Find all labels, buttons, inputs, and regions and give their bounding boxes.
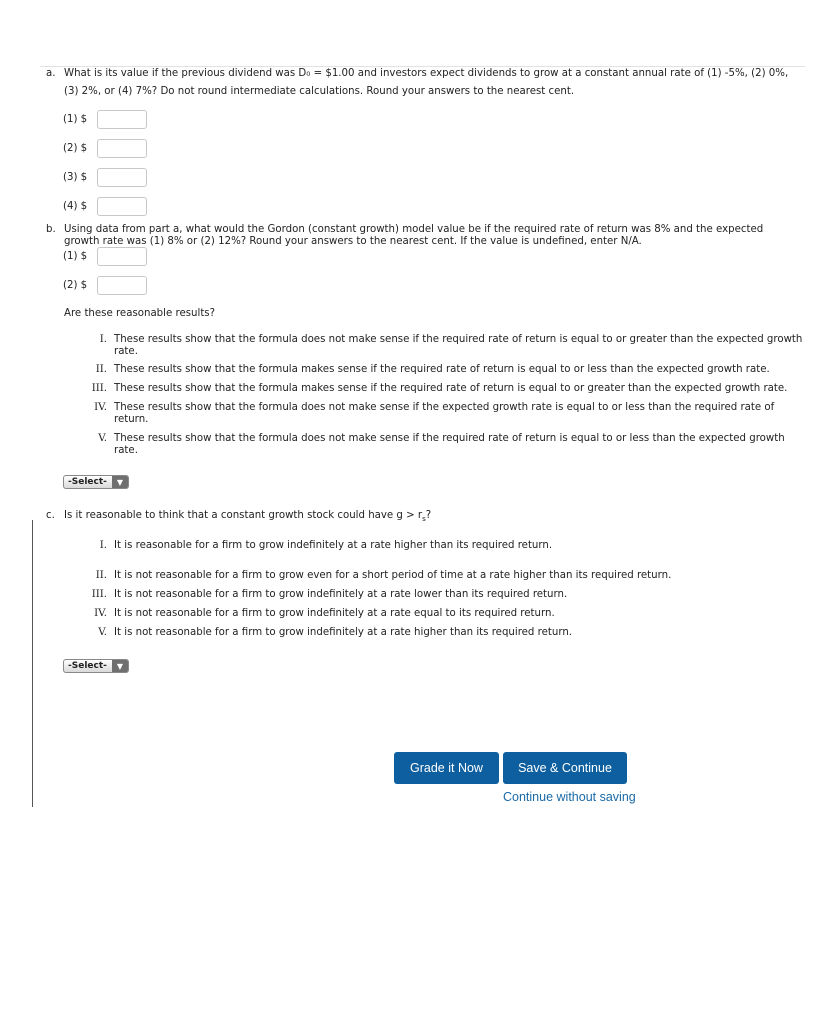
part-c-select-dropdown[interactable]	[63, 659, 129, 673]
part-b-option-5-number: V.	[98, 433, 107, 444]
part-c-option-5-text: It is not reasonable for a firm to grow indefinitely at a rate higher than its required return.	[114, 627, 573, 638]
part-c-option-1-text: It is reasonable for a firm to grow indefinitely at a rate higher than its required return.	[114, 540, 553, 551]
part-a-answer-4-label: (4) $	[63, 201, 88, 212]
part-b-option-2-number: II.	[95, 364, 107, 375]
part-c-option-1-number: I.	[99, 540, 107, 551]
part-c-question-end: ?	[425, 510, 432, 521]
part-c-option-3-number: III.	[91, 589, 107, 600]
part-a-question-line1: What is its value if the previous dividend was D₀ = $1.00 and investors expect dividends to grow at a constant annual rate of (1) -5%, (2) 0%,	[64, 68, 789, 79]
part-b-option-4-text: These results show that the formula does not make sense if the expected growth rate is equal to or less than the required rate of return.	[114, 402, 775, 425]
chevron-down-icon: ▼	[112, 476, 128, 488]
top-divider	[40, 66, 805, 67]
part-c-option-2-number: II.	[95, 570, 107, 581]
part-b-option-3-number: III.	[91, 383, 107, 394]
part-a-answer-1-input[interactable]	[97, 110, 147, 129]
chevron-down-icon: ▼	[112, 660, 128, 672]
part-c-select-label: -Select-	[68, 661, 107, 671]
part-b-answer-2-input[interactable]	[97, 276, 147, 295]
save-and-continue-button[interactable]: Save & Continue	[503, 752, 627, 784]
part-c-option-4-text: It is not reasonable for a firm to grow indefinitely at a rate equal to its required return.	[114, 608, 555, 619]
part-c-letter: c.	[46, 510, 55, 521]
part-b-question-line2: growth rate was (1) 8% or (2) 12%? Round your answers to the nearest cent. If the value is undefined, enter N/A.	[64, 236, 642, 247]
part-b-option-1-text: These results show that the formula does not make sense if the required rate of return is equal to or greater than the expected growth rate.	[114, 334, 803, 357]
part-b-option-3-text: These results show that the formula makes sense if the required rate of return is equal to or greater than the expected growth rate.	[114, 383, 788, 394]
part-a-answer-1-label: (1) $	[63, 114, 88, 125]
left-scroll-indicator	[32, 520, 33, 807]
part-a-letter: a.	[46, 68, 56, 79]
part-b-select-label: -Select-	[68, 477, 107, 487]
part-c-option-2-text: It is not reasonable for a firm to grow even for a short period of time at a rate higher than its required return.	[114, 570, 672, 581]
part-c-question-subscript: s	[422, 515, 426, 524]
part-a-answer-3-input[interactable]	[97, 168, 147, 187]
part-b-letter: b.	[46, 224, 56, 235]
part-b-option-2-text: These results show that the formula makes sense if the required rate of return is equal to or less than the expected growth rate.	[114, 364, 770, 375]
part-c-option-4-number: IV.	[94, 608, 107, 619]
part-b-answer-1-input[interactable]	[97, 247, 147, 266]
part-c-question-text: Is it reasonable to think that a constant growth stock could have g > r	[64, 510, 423, 521]
part-a-answer-2-input[interactable]	[97, 139, 147, 158]
part-b-question-line1: Using data from part a, what would the Gordon (constant growth) model value be if the required rate of return was 8% and the expected	[64, 224, 764, 235]
part-b-option-1-number: I.	[99, 334, 107, 345]
part-b-reasonable-question: Are these reasonable results?	[64, 308, 216, 319]
continue-without-saving-link[interactable]: Continue without saving	[503, 790, 636, 804]
part-b-option-4-number: IV.	[94, 402, 107, 413]
part-b-answer-1-label: (1) $	[63, 251, 88, 262]
part-c-question	[64, 510, 431, 523]
part-b-select-dropdown[interactable]	[63, 475, 129, 489]
grade-it-now-button[interactable]: Grade it Now	[394, 752, 499, 784]
part-a-question-line2: (3) 2%, or (4) 7%? Do not round intermediate calculations. Round your answers to the nearest cent.	[64, 86, 575, 97]
part-a-answer-2-label: (2) $	[63, 143, 88, 154]
part-a-answer-3-label: (3) $	[63, 172, 88, 183]
part-c-option-3-text: It is not reasonable for a firm to grow indefinitely at a rate lower than its required return.	[114, 589, 568, 600]
part-b-answer-2-label: (2) $	[63, 280, 88, 291]
part-c-option-5-number: V.	[98, 627, 107, 638]
part-b-option-5-text: These results show that the formula does not make sense if the required rate of return is equal to or less than the expected growth rate.	[114, 433, 785, 456]
part-a-answer-4-input[interactable]	[97, 197, 147, 216]
